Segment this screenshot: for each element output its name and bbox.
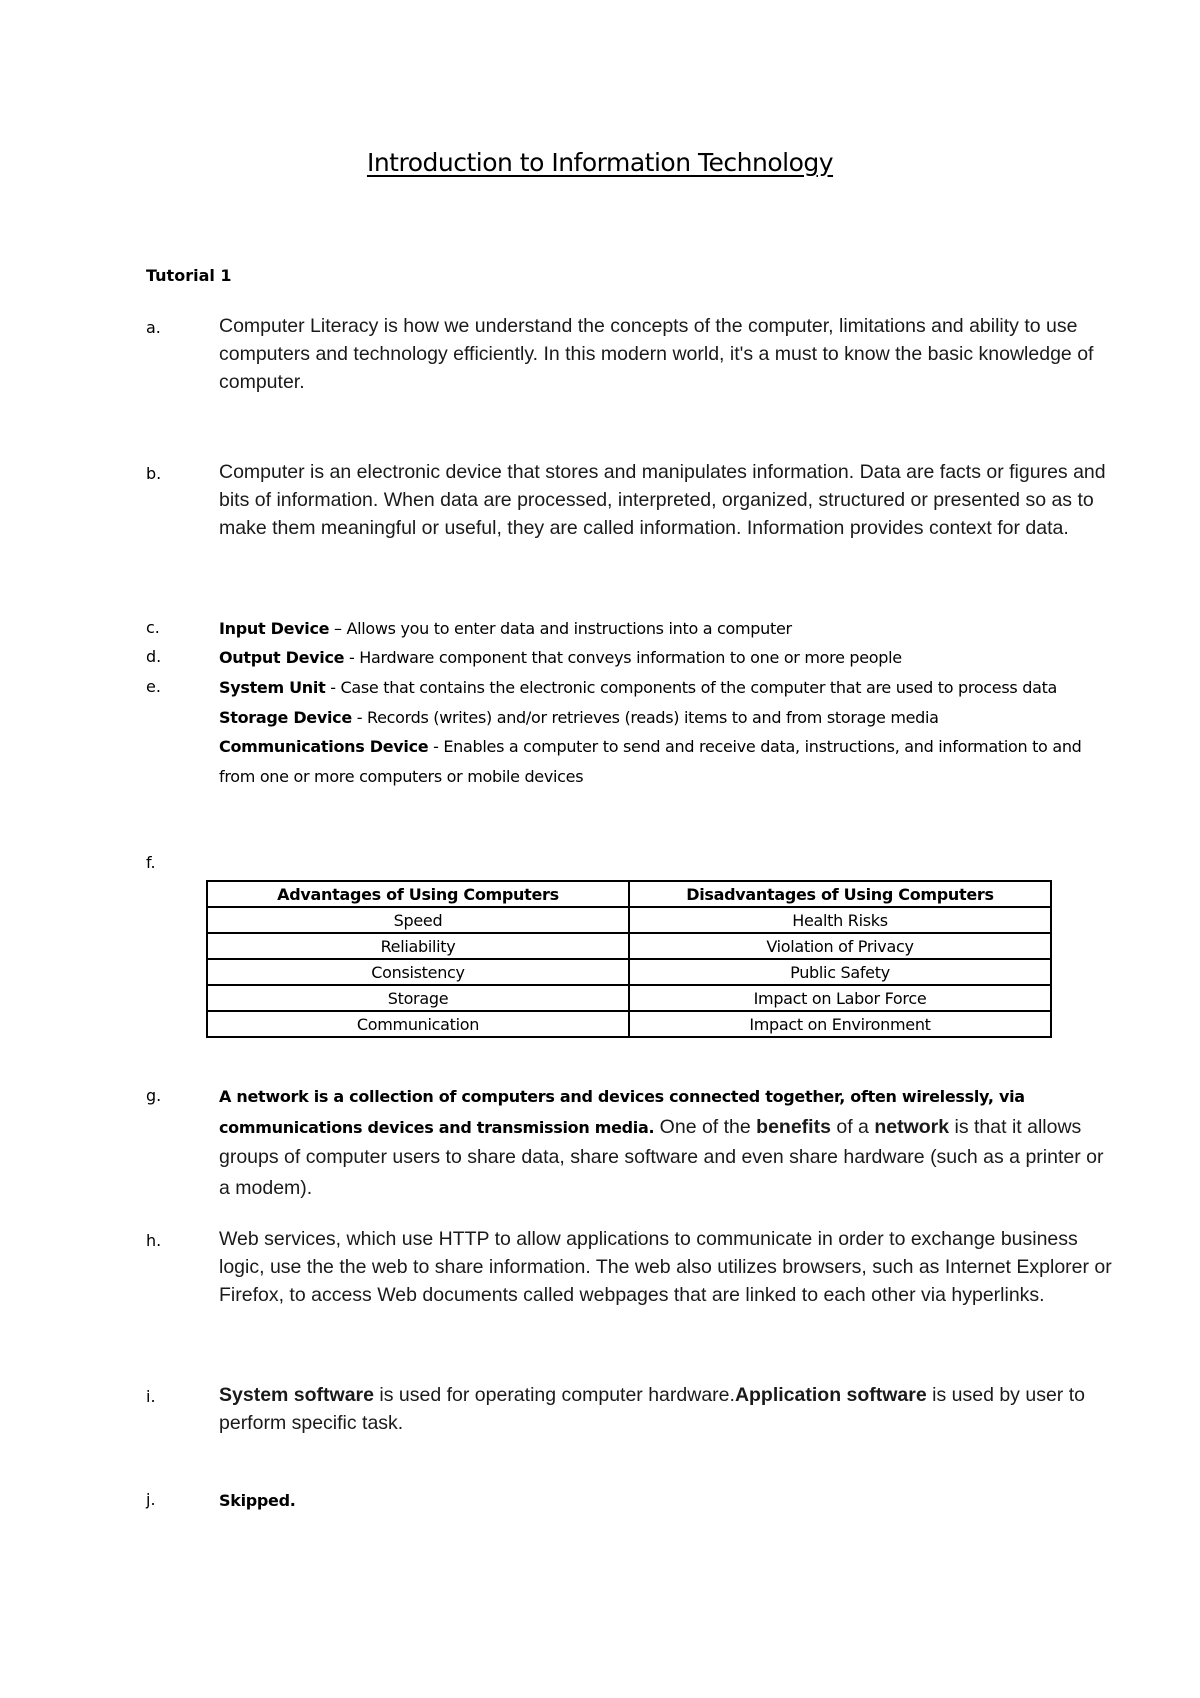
item-marker: c. [146, 618, 160, 637]
item-g-text [219, 1082, 1119, 1204]
term-storage-device: Storage Device [219, 707, 352, 727]
communications-device-definition: - Enables a computer to send and receive data, instructions, and information to and from one or more computers or mobile devices [219, 737, 1082, 786]
application-software-definition: is used by user to perform specific task. [219, 1384, 1085, 1434]
term-application-software: Application software [734, 1384, 927, 1406]
item-e-text [219, 673, 1119, 791]
table-cell: Violation of Privacy [629, 933, 1051, 959]
item-marker: b. [146, 464, 162, 483]
table-cell: Storage [207, 985, 629, 1011]
item-marker: d. [146, 647, 162, 666]
item-d-text [219, 643, 1119, 673]
table-row [207, 959, 1051, 985]
communications-device-line [219, 732, 1119, 791]
item-b-text: Computer is an electronic device that stores and manipulates information. Data are facts or figures and bits of information. When data are processed, interpreted, organized, structured or presented so as to make them meaningful or useful, they are called information. Information provides context for data. [219, 461, 1106, 539]
item-j-text: Skipped. [219, 1491, 296, 1510]
item-g-a: A [219, 1087, 237, 1106]
system-software-definition: is used for operating computer hardware. [373, 1384, 735, 1406]
item-marker: g. [146, 1086, 162, 1105]
item-a-text: Computer Literacy is how we understand the concepts of the computer, limitations and ability to use computers and technology efficiently. In this modern world, it's a must to know the basic knowledge of computer. [219, 315, 1094, 393]
table-cell: Reliability [207, 933, 629, 959]
table-cell: Communication [207, 1011, 629, 1037]
item-marker: e. [146, 677, 161, 696]
item-g-definition: is a collection of computers and devices connected together, often wirelessly, via communications devices and transmission media. [219, 1087, 1025, 1137]
item-marker: f. [146, 853, 156, 872]
item-g-one-of-the: One of the [654, 1115, 757, 1138]
term-benefits: benefits [756, 1115, 831, 1138]
system-unit-line [219, 673, 1119, 703]
term-output-device: Output Device [219, 648, 345, 667]
item-c-definition: – Allows you to enter data and instructions into a computer [329, 619, 792, 638]
item-i-text [219, 1381, 1119, 1437]
table-cell: Impact on Labor Force [629, 985, 1051, 1011]
item-marker: h. [146, 1231, 162, 1250]
item-marker: i. [146, 1387, 156, 1406]
storage-device-line [219, 703, 1119, 733]
item-c-text [219, 614, 1119, 644]
item-d-definition: - Hardware component that conveys information to one or more people [344, 648, 902, 667]
term-input-device: Input Device [219, 619, 330, 638]
term-system-software: System software [219, 1384, 374, 1406]
system-unit-definition: - Case that contains the electronic components of the computer that are used to process data [325, 678, 1058, 697]
column-header: Advantages of Using Computers [207, 881, 629, 907]
item-g-of-a: of a [830, 1115, 875, 1138]
item-marker: a. [146, 318, 161, 337]
term-network-2: network [874, 1115, 950, 1138]
table-row [207, 933, 1051, 959]
table-row [207, 907, 1051, 933]
term-system-unit: System Unit [219, 678, 326, 697]
item-g-benefit-description: is that it allows groups of computer users to share data, share software and even share hardware (such as a printer or a modem). [219, 1115, 1104, 1199]
table-cell: Speed [207, 907, 629, 933]
document-title: Introduction to Information Technology [366, 148, 834, 177]
table-cell: Public Safety [629, 959, 1051, 985]
advantages-disadvantages-table [206, 880, 1052, 1038]
term-network: network [236, 1087, 309, 1106]
table-cell: Impact on Environment [629, 1011, 1051, 1037]
table-cell: Consistency [207, 959, 629, 985]
tutorial-heading: Tutorial 1 [146, 266, 232, 285]
item-marker: j. [146, 1490, 156, 1509]
item-h-text: Web services, which use HTTP to allow applications to communicate in order to exchange business logic, use the the web to share information. The web also utilizes browsers, such as Internet Explorer or Firefox, to access Web documents called webpages that are linked to each other via hyperlinks. [219, 1228, 1112, 1306]
table-row [207, 1011, 1051, 1037]
column-header: Disadvantages of Using Computers [629, 881, 1051, 907]
table-cell: Health Risks [629, 907, 1051, 933]
term-communications-device: Communications Device [219, 737, 429, 756]
table-row [207, 985, 1051, 1011]
storage-device-definition: - Records (writes) and/or retrieves (reads) items to and from storage media [351, 707, 939, 727]
table-header-row [207, 881, 1051, 907]
